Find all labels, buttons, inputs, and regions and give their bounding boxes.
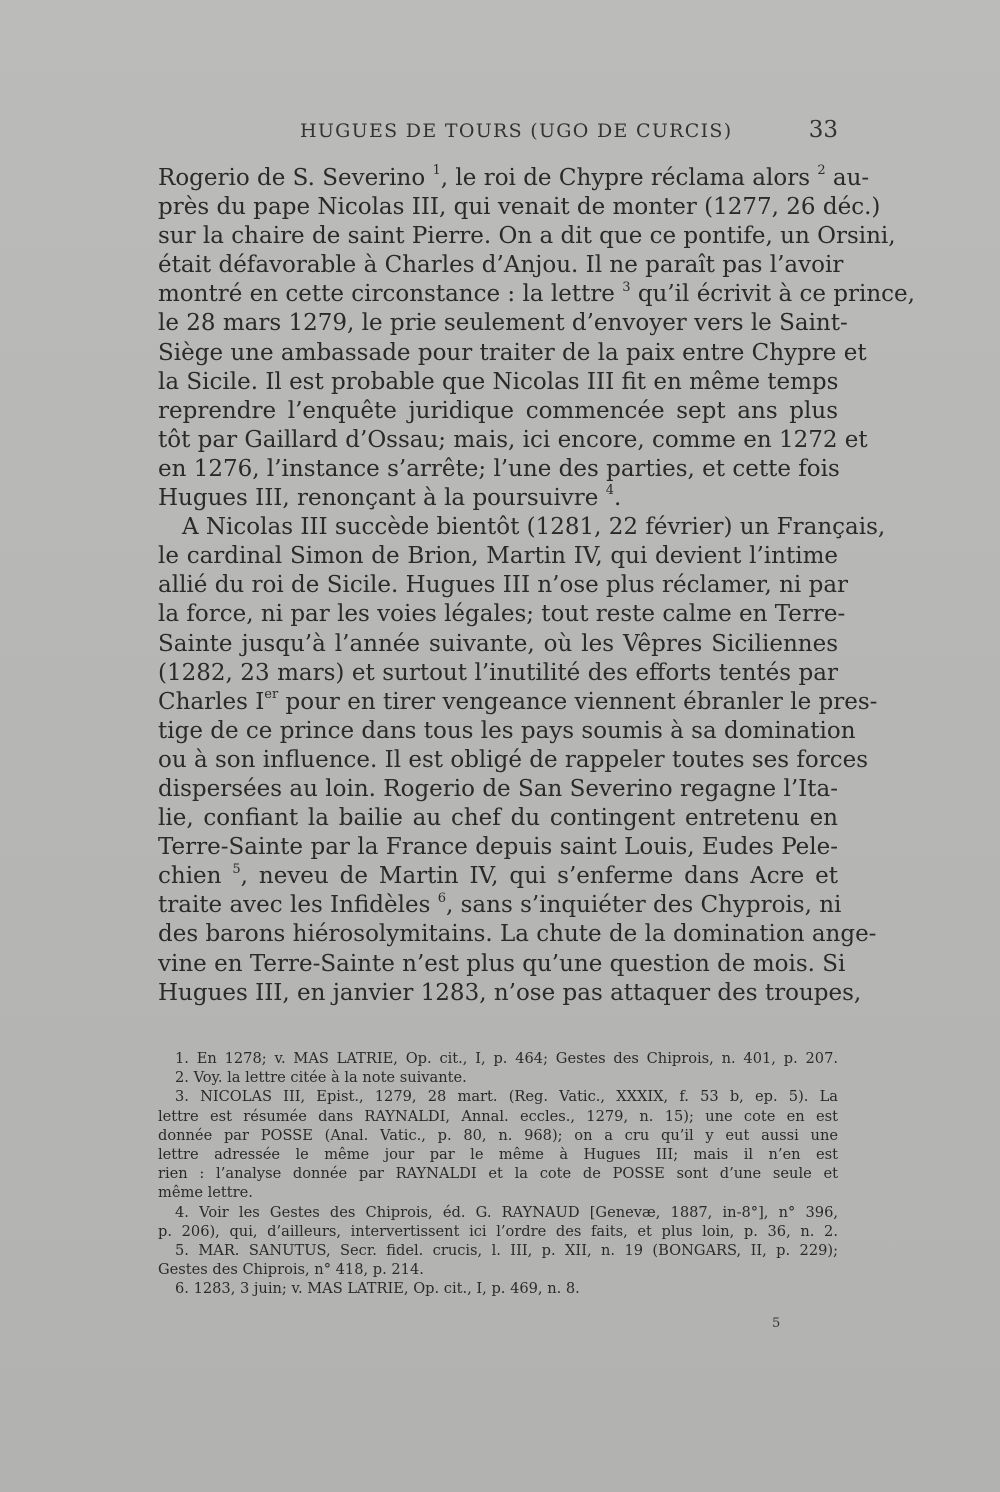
text-line: Charles Ier pour en tirer vengeance viennent ébranler le pres- xyxy=(158,687,878,715)
page-header xyxy=(158,117,838,150)
main-text xyxy=(158,163,915,1008)
text-line: le cardinal Simon de Brion, Martin IV, qui devient l’intime xyxy=(158,543,838,570)
footnote-line: rien : l’analyse donnée par RAYNALDI et la cote de POSSE sont d’une seule et xyxy=(158,1165,838,1183)
footnote-line: p. 206), qui, d’ailleurs, intervertissent ici l’ordre des faits, et plus loin, p. 36, n. 2. xyxy=(158,1222,838,1240)
text-line: la force, ni par les voies légales; tout reste calme en Terre- xyxy=(158,601,846,628)
text-line: ou à son influence. Il est obligé de rappeler toutes ses forces xyxy=(158,746,869,773)
text-line: près du pape Nicolas III, qui venait de monter (1277, 26 déc.) xyxy=(158,194,881,221)
text-line: Siège une ambassade pour traiter de la paix entre Chypre et xyxy=(158,339,867,366)
signature-mark: 5 xyxy=(772,1316,781,1331)
footnote-line: donnée par POSSE (Anal. Vatic., p. 80, n. 968); on a cru qu’il y eut aussi une xyxy=(158,1126,838,1144)
text-line: tôt par Gaillard d’Ossau; mais, ici encore, comme en 1272 et xyxy=(158,426,868,453)
footnote-ref: 1 xyxy=(432,163,441,179)
footnote-ref: 3 xyxy=(622,279,631,295)
text-line: en 1276, l’instance s’arrête; l’une des parties, et cette fois xyxy=(158,455,840,482)
text-line: Terre-Sainte par la France depuis saint Louis, Eudes Pele- xyxy=(158,834,838,861)
footnote-line: 5. MAR. SANUTUS, Secr. fidel. crucis, l. III, p. XII, n. 19 (BONGARS, II, p. 229); xyxy=(175,1241,838,1259)
text-line: la Sicile. Il est probable que Nicolas III fit en même temps xyxy=(158,368,839,395)
footnote-ref: 6 xyxy=(437,890,446,906)
footnote-line: 6. 1283, 3 juin; v. MAS LATRIE, Op. cit., I, p. 469, n. 8. xyxy=(175,1280,580,1298)
footnote-line: Gestes des Chiprois, n° 418, p. 214. xyxy=(158,1261,424,1279)
text-line: Rogerio de S. Severino $^1$, le roi de Chypre réclama alors $^2$ au- xyxy=(158,163,870,191)
footnote-line: lettre est résumée dans RAYNALDI, Annal. eccles., 1279, n. 15); une cote en est xyxy=(158,1107,838,1125)
footnote-line: même lettre. xyxy=(158,1184,253,1202)
page-number: 33 xyxy=(808,117,838,143)
text-line: traite avec les Infidèles $^6$, sans s’inquiéter des Chyprois, ni xyxy=(158,890,842,919)
text-line: montré en cette circonstance : la lettre $^3$ qu’il écrivit à ce prince, xyxy=(158,279,915,308)
text-line: reprendre l’enquête juridique commencée sept ans plus xyxy=(158,397,838,424)
footnote-ref: 2 xyxy=(817,163,826,179)
text-line: Hugues III, en janvier 1283, n’ose pas attaquer des troupes, xyxy=(158,979,862,1006)
running-title: HUGUES DE TOURS (UGO DE CURCIS) xyxy=(300,120,733,142)
text-line: (1282, 23 mars) et surtout l’inutilité des efforts tentés par xyxy=(158,659,838,686)
footnotes xyxy=(158,1049,838,1298)
text-line: des barons hiérosolymitains. La chute de la domination ange- xyxy=(158,921,877,948)
text-line: le 28 mars 1279, le prie seulement d’envoyer vers le Saint- xyxy=(158,310,848,337)
text-line: chien $^5$, neveu de Martin IV, qui s’enferme dans Acre et xyxy=(158,861,838,890)
footnote-line: 4. Voir les Gestes des Chiprois, éd. G. RAYNAUD [Genevæ, 1887, in-8°], n° 396, xyxy=(175,1203,838,1221)
footnote-ref: 4 xyxy=(605,483,614,499)
footnote-line: 2. Voy. la lettre citée à la note suivante. xyxy=(175,1069,467,1087)
text-line: sur la chaire de saint Pierre. On a dit que ce pontife, un Orsini, xyxy=(158,223,896,250)
text-line: allié du roi de Sicile. Hugues III n’ose plus réclamer, ni par xyxy=(158,572,849,599)
superscript: er xyxy=(264,687,279,703)
footnote-ref: 5 xyxy=(232,861,241,877)
footnote-line: lettre adressée le même jour par le même à Hugues III; mais il n’en est xyxy=(158,1145,838,1163)
footnote-line: 3. NICOLAS III, Epist., 1279, 28 mart. (Reg. Vatic., XXXIX, f. 53 b, ep. 5). La xyxy=(175,1088,838,1106)
text-line: vine en Terre-Sainte n’est plus qu’une question de mois. Si xyxy=(158,950,846,977)
text-line: Sainte jusqu’à l’année suivante, où les Vêpres Siciliennes xyxy=(158,630,838,657)
text-line: était défavorable à Charles d’Anjou. Il ne paraît pas l’avoir xyxy=(158,252,844,279)
text-line: dispersées au loin. Rogerio de San Severino regagne l’Ita- xyxy=(158,775,838,802)
text-line: lie, confiant la bailie au chef du contingent entretenu en xyxy=(158,805,838,832)
text-line: A Nicolas III succède bientôt (1281, 22 février) un Français, xyxy=(182,514,886,541)
text-line: tige de ce prince dans tous les pays soumis à sa domination xyxy=(158,717,856,744)
footnote-line: 1. En 1278; v. MAS LATRIE, Op. cit., I, p. 464; Gestes des Chiprois, n. 401, p. 207. xyxy=(175,1050,838,1067)
text-line: Hugues III, renonçant à la poursuivre $^4$. xyxy=(158,483,622,512)
